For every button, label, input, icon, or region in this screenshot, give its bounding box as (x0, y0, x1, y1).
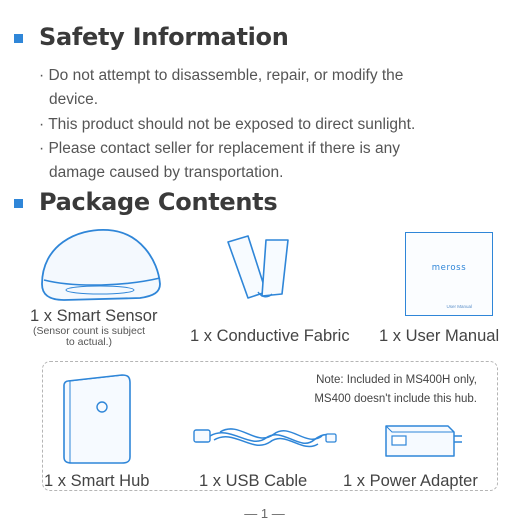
power-adapter-illustration (378, 420, 478, 462)
bullet-line: · Please contact seller for replacement if there is any (39, 140, 400, 157)
usb-cable-illustration (190, 418, 340, 458)
smart-hub-illustration (60, 369, 136, 467)
bullet-line: · This product should not be exposed to direct sunlight. (39, 116, 416, 133)
usb-cable-label: 1 x USB Cable (199, 472, 308, 490)
bullet-line-cont: damage caused by transportation. (49, 164, 284, 181)
safety-bullet-2 (39, 113, 415, 137)
bullet-line-cont: device. (49, 91, 99, 108)
conductive-fabric-label: 1 x Conductive Fabric (190, 327, 350, 345)
note-line: to actual.) (65, 336, 113, 348)
page-number: — 1 — (244, 506, 285, 521)
user-manual-label: 1 x User Manual (379, 327, 500, 345)
smart-sensor-illustration (36, 226, 166, 306)
package-title: Package Contents (39, 188, 278, 216)
safety-title: Safety Information (39, 23, 289, 51)
smart-sensor-note (27, 326, 151, 348)
safety-bullet-3 (39, 137, 400, 185)
note-line: MS400 doesn't include this hub. (314, 393, 477, 405)
manual-cover-text: User Manual (446, 304, 472, 309)
manual-brand-logo: meross (431, 263, 467, 273)
smart-hub-label: 1 x Smart Hub (44, 472, 150, 490)
note-line: Note: Included in MS400H only, (316, 374, 477, 386)
section-marker (14, 34, 23, 43)
power-adapter-label: 1 x Power Adapter (343, 472, 478, 490)
bullet-line: · Do not attempt to disassemble, repair, or modify the (39, 67, 404, 84)
conductive-fabric-illustration (222, 232, 302, 304)
smart-sensor-label: 1 x Smart Sensor (30, 307, 158, 325)
hub-note (314, 371, 477, 409)
section-marker (14, 199, 23, 208)
safety-bullet-1 (39, 64, 403, 112)
note-line: (Sensor count is subject (32, 325, 146, 337)
user-manual-illustration (405, 232, 493, 316)
